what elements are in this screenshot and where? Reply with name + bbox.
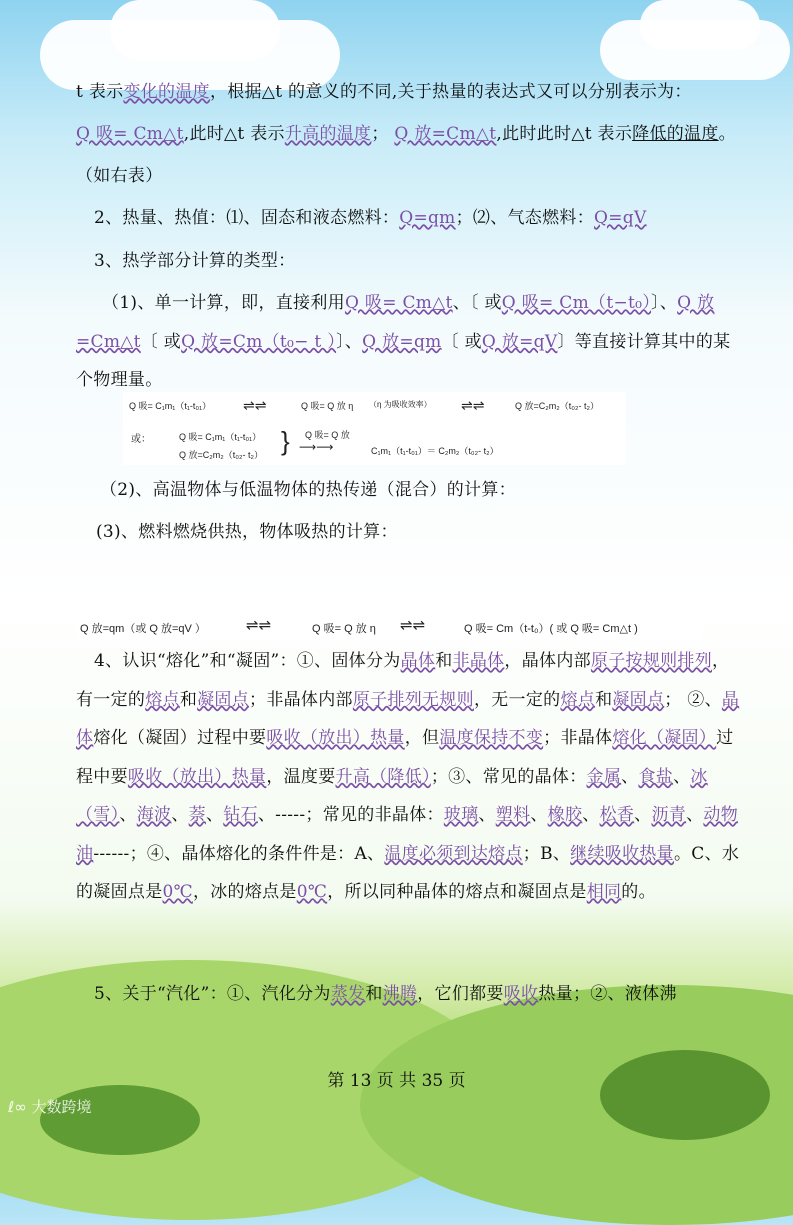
formula-text: C₁m₁（t₁-t₀₁）＝ C₂m₂（t₀₂- t₂） xyxy=(371,446,499,456)
answer-fill: 玻璃 xyxy=(443,805,479,825)
answer-fill: 凝固点 xyxy=(612,689,665,710)
answer-fill: 金属 xyxy=(586,766,622,787)
formula-text: Q 吸= C₁m₁（t₁-t₀₁） xyxy=(129,401,212,411)
cloud-right-top xyxy=(640,0,760,50)
text: 和 xyxy=(365,984,383,1004)
text: ，但 xyxy=(404,728,440,748)
paragraph-fuel-burning: (3)、燃料燃烧供热，物体吸热的计算： xyxy=(96,522,398,542)
formula-box-mixing xyxy=(123,392,626,465)
answer-fill: 海波 xyxy=(136,805,172,825)
paragraph-melting xyxy=(76,642,740,912)
text: 和 xyxy=(595,689,613,710)
answer-fill: 熔化（凝固） xyxy=(612,728,717,748)
text: 、 xyxy=(621,766,639,787)
answer-fill: Q 放=Cm（t₀− t ） xyxy=(181,331,337,352)
formula-label: 或： xyxy=(131,434,151,445)
watermark-logo xyxy=(8,1096,91,1117)
answer-fill: 沸腾 xyxy=(382,984,418,1004)
text: 2、热量、热值：⑴、固态和液态燃料： xyxy=(94,208,400,228)
arrow-right-icon: ⟶⟶ xyxy=(299,440,334,454)
text: ,此时△t 表示 xyxy=(183,124,285,144)
text: 。C、水的凝固点是 xyxy=(76,843,740,902)
text: 、 xyxy=(634,805,652,825)
answer-fill: 沥青 xyxy=(651,805,687,825)
formula-text: Q 吸= Cm（t-t₀）( 或 Q 吸= Cm△t ) xyxy=(464,623,638,635)
paragraph-vaporization xyxy=(94,975,758,1014)
answer-fill: Q 吸= Cm△t xyxy=(76,124,184,144)
bush-right xyxy=(600,1050,770,1140)
paragraph-see-table: （如右表） xyxy=(76,166,163,186)
text: ，根据△t 的意义的不同,关于热量的表达式又可以分别表示为： xyxy=(209,82,692,102)
formula-text: Q 吸= C₁m₁（t₁-t₀₁） xyxy=(179,432,262,442)
formula-text: Q 放=C₂m₂（t₀₂- t₂） xyxy=(515,401,599,411)
formula-text: Q 放=C₂m₂（t₀₂- t₂） xyxy=(179,450,263,460)
answer-fill: Q 吸= Cm（t−t₀） xyxy=(501,293,652,313)
text: 、〔 或 xyxy=(452,293,502,313)
answer-fill: Q 放=Cm xyxy=(76,293,715,352)
text: 〕、 xyxy=(651,293,678,313)
answer-fill: 温度保持不变 xyxy=(439,728,544,748)
equilibrium-arrow-icon: ⇌⇌ xyxy=(400,617,426,634)
equilibrium-arrow-icon: ⇌⇌ xyxy=(246,617,272,634)
equilibrium-arrow-icon: ⇌⇌ xyxy=(461,397,485,413)
answer-fill: 冰（雪） xyxy=(76,766,708,825)
text: ，所以同种晶体的熔点和凝固点是 xyxy=(327,882,587,902)
text: ；⑵、气态燃料： xyxy=(455,208,595,228)
text: ------；④、晶体熔化的条件件是：A、 xyxy=(93,843,385,864)
text: 的。 xyxy=(621,882,656,902)
answer-fill: 食盐 xyxy=(638,766,674,787)
text: 、 xyxy=(119,805,137,825)
answer-fill: 钻石 xyxy=(223,805,258,825)
answer-fill: 松香 xyxy=(599,805,635,825)
text: ； ②、 xyxy=(664,689,722,710)
answer-fill: 晶体 xyxy=(76,689,740,748)
text: 热量；②、液体沸 xyxy=(538,984,677,1004)
answer-fill: 凝固点 xyxy=(197,689,250,710)
text: t 表示 xyxy=(76,82,124,102)
text: 、-----；常见的非晶体： xyxy=(257,805,444,825)
text: 、 xyxy=(530,805,548,825)
text: 〔 或 xyxy=(441,331,482,352)
cloud-left-top xyxy=(110,0,280,60)
text: ，温度要 xyxy=(266,766,336,787)
paragraph-heat-transfer: （2)、高温物体与低温物体的热传递（混合）的计算： xyxy=(100,480,516,500)
watermark-icon: ℓ∞ xyxy=(8,1098,32,1116)
text: ；B、 xyxy=(522,843,571,864)
answer-fill: 吸收（放出）热量 xyxy=(266,728,405,748)
answer-fill: 温度必须到达熔点 xyxy=(384,843,523,864)
formula-text: Q 吸= Q 放 η xyxy=(312,623,376,635)
text: ，它们都要 xyxy=(417,984,504,1004)
text: ；③、常见的晶体： xyxy=(430,766,587,787)
text: 。 xyxy=(718,124,736,144)
answer-fill: 升高（降低） xyxy=(335,766,431,787)
text: 5、关于“汽化”：①、汽化分为 xyxy=(94,984,331,1004)
answer-fill: 晶体 xyxy=(400,651,436,671)
answer-fill: 吸收（放出）热量 xyxy=(127,766,267,787)
text: 、 xyxy=(478,805,496,825)
answer-fill: 橡胶 xyxy=(547,805,583,825)
text: 、 xyxy=(582,805,600,825)
answer-fill: Q 放=Cm△t xyxy=(394,124,497,144)
text: 、 xyxy=(686,805,704,825)
answer-fill: Q 吸= Cm△t xyxy=(344,293,453,313)
text: ；非晶体内部 xyxy=(249,689,353,710)
text: ，有一定的 xyxy=(76,651,730,710)
text: （1)、单一计算，即，直接利用 xyxy=(102,293,345,313)
answer-fill: 继续吸收热量 xyxy=(570,843,674,864)
underlined-text: 降低的温度 xyxy=(632,124,719,144)
paragraph-heat-value xyxy=(94,199,758,238)
text: 4、认识“熔化”和“凝固”：①、固体分为 xyxy=(94,651,401,671)
page-number: 第 13 页 共 35 页 xyxy=(327,1071,466,1091)
answer-fill: 升高的温度 xyxy=(284,124,372,144)
formula-text: Q 吸= Q 放 xyxy=(305,430,350,440)
text: ,此时此时△t 表示 xyxy=(496,124,633,144)
answer-fill: 熔点 xyxy=(145,689,180,710)
text: 、 xyxy=(171,805,189,825)
answer-fill: 原子排列无规则 xyxy=(352,689,474,710)
watermark-text: 大数跨境 xyxy=(31,1098,92,1116)
answer-fill: 相同 xyxy=(586,882,622,902)
answer-fill: 动物油 xyxy=(76,805,739,864)
answer-fill: 塑料 xyxy=(495,805,531,825)
paragraph-calc-types: 3、热学部分计算的类型： xyxy=(94,251,296,271)
answer-fill: 熔点 xyxy=(560,689,596,710)
brace-icon: } xyxy=(281,426,290,456)
answer-fill: Q 放=qV xyxy=(481,331,558,352)
text: 熔化（凝固）过程中要 xyxy=(93,728,267,748)
text: 和 xyxy=(435,651,453,671)
text: 〕、 xyxy=(336,331,363,352)
answer-fill: Q=qV xyxy=(594,208,647,228)
text: 和 xyxy=(179,689,198,710)
text: 、 xyxy=(205,805,224,825)
text: ，晶体内部 xyxy=(504,651,591,671)
text: 、 xyxy=(673,766,691,787)
answer-fill: 非晶体 xyxy=(452,651,505,671)
answer-fill: Q 放=qm xyxy=(362,331,442,352)
text: ； xyxy=(371,124,389,144)
answer-fill: 0℃ xyxy=(162,882,193,902)
answer-fill: 蒸发 xyxy=(330,984,366,1004)
text: ，冰的熔点是 xyxy=(192,882,297,902)
formula-note: （η 为吸收效率） xyxy=(369,400,432,409)
answer-fill: Q=qm xyxy=(399,208,456,228)
formula-text: Q 放=qm（或 Q 放=qV ） xyxy=(80,623,206,635)
paragraph-temperature xyxy=(76,73,740,112)
text: 过程中要 xyxy=(76,728,734,787)
equilibrium-arrow-icon: ⇌⇌ xyxy=(243,397,267,413)
answer-fill: 原子按规则排列 xyxy=(590,651,713,671)
text: ；非晶体 xyxy=(543,728,613,748)
text: ，无一定的 xyxy=(473,689,561,710)
text: 〔 或 xyxy=(140,331,182,352)
answer-fill: 变化的温度 xyxy=(123,82,210,102)
answer-fill: △t xyxy=(120,331,141,352)
text: 〕等直接计算其中的某个物理量。 xyxy=(76,331,731,390)
formula-text: Q 吸= Q 放 η xyxy=(301,401,354,411)
formula-box-fuel xyxy=(76,613,702,640)
paragraph-heat-formulas xyxy=(76,115,740,154)
paragraph-single-calc xyxy=(76,284,740,400)
answer-fill: 萘 xyxy=(188,805,206,825)
answer-fill: 吸收 xyxy=(503,984,539,1004)
answer-fill: 0℃ xyxy=(296,882,328,902)
